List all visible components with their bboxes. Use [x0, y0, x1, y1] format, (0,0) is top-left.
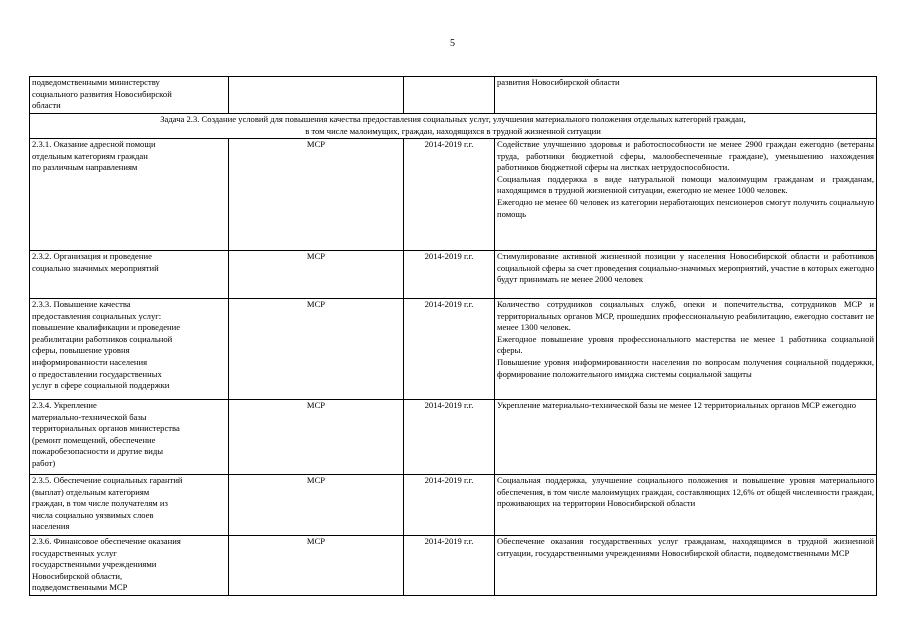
result-paragraph: Стимулирование активной жизненной позиции у населения Новосибирской области и работников социальной сферы за счет проведения социально-значимых мероприятий, участие в которых ежегодно будут принимать не менее 2000 человек — [497, 251, 874, 285]
executor-cell: МСР — [229, 251, 404, 299]
table-row — [30, 139, 877, 251]
period-cell: 2014-2019 г.г. — [404, 400, 495, 475]
page-number: 5 — [450, 38, 455, 49]
executor-cell: МСР — [229, 536, 404, 596]
period-cell: 2014-2019 г.г. — [404, 139, 495, 251]
result-cell — [495, 139, 877, 251]
table-row — [30, 299, 877, 400]
result-cell — [495, 536, 877, 596]
table-row — [30, 77, 877, 114]
result-paragraph: Повышение уровня информированности населения по вопросам получения социальной поддержки, формирование положительного имиджа системы социальной защиты — [497, 356, 874, 379]
result-paragraph: Количество сотрудников социальных служб, опеки и попечительства, сотрудников МСР и территориальных органов МСР, прошедших профессиональную реабилитацию, ежегодно составит не менее 1300 человек. — [497, 299, 874, 333]
table-row — [30, 536, 877, 596]
measures-table — [29, 76, 877, 596]
measure-name-cell: 2.3.6. Финансовое обеспечение оказания государственных услуг государственными учреждениями Новосибирской области, подведомственными МСР — [30, 536, 229, 596]
result-paragraph: Социальная поддержка в виде натуральной помощи малоимущим гражданам и гражданам, находящимся в трудной жизненной ситуации, ежегодно не менее 1000 человек. — [497, 173, 874, 196]
result-cell: развития Новосибирской области — [495, 77, 877, 114]
result-paragraph: Укрепление материально-технической базы не менее 12 территориальных органов МСР ежегодно — [497, 400, 857, 410]
table-row — [30, 400, 877, 475]
measure-name-cell: 2.3.5. Обеспечение социальных гарантий (выплат) отдельным категориям граждан, в том числе получателям из числа социально уязвимых слоев населения — [30, 475, 229, 536]
result-cell — [495, 400, 877, 475]
result-paragraph: Содействие улучшению здоровья и работоспособности не менее 2900 граждан ежегодно (ветераны труда, работники бюджетной сферы, малообеспеченные граждане), уменьшению нахождения работников бюджетной сферы на листках нетрудоспособности. — [497, 139, 874, 173]
result-paragraph: Ежегодное повышение уровня профессионального мастерства не менее 1 работника социальной сферы. — [497, 333, 874, 356]
executor-cell — [229, 77, 404, 114]
table-row — [30, 475, 877, 536]
measure-name-cell: 2.3.3. Повышение качества предоставления социальных услуг: повышение квалификации и проведение реабилитации работников социальной сферы, повышение уровня информированности населения о предоставлении государственных услуг в сфере социальной поддержки — [30, 299, 229, 400]
result-cell — [495, 251, 877, 299]
measure-name-cell: 2.3.2. Организация и проведение социально значимых мероприятий — [30, 251, 229, 299]
table-row — [30, 251, 877, 299]
result-cell — [495, 299, 877, 400]
measure-name-cell: 2.3.1. Оказание адресной помощи отдельным категориям граждан по различным направлениям — [30, 139, 229, 251]
task-header: Задача 2.3. Создание условий для повышения качества предоставления социальных услуг, улучшения материального положения отдельных категорий граждан, в том числе малоимущих, граждан, находящихся в трудной жизненной ситуации — [30, 114, 877, 139]
task-header-row — [30, 114, 877, 139]
period-cell: 2014-2019 г.г. — [404, 475, 495, 536]
executor-cell: МСР — [229, 475, 404, 536]
result-paragraph: Социальная поддержка, улучшение социального положения и повышение уровня материального обеспечения, в том числе малоимущих граждан, составляющих 12,6% от общей численности граждан, проживающих на территории Новосибирской области — [497, 475, 874, 509]
period-cell: 2014-2019 г.г. — [404, 251, 495, 299]
period-cell: 2014-2019 г.г. — [404, 299, 495, 400]
result-cell — [495, 475, 877, 536]
executor-cell: МСР — [229, 299, 404, 400]
executor-cell: МСР — [229, 139, 404, 251]
measure-name-cell: подведомственными министерству социального развития Новосибирской области — [30, 77, 229, 114]
result-paragraph: Ежегодно не менее 60 человек из категории неработающих пенсионеров смогут получить социальную помощь — [497, 196, 874, 219]
period-cell: 2014-2019 г.г. — [404, 536, 495, 596]
executor-cell: МСР — [229, 400, 404, 475]
result-paragraph: Обеспечение оказания государственных услуг гражданам, находящимся в трудной жизненной ситуации, государственными учреждениями Новосибирской области, подведомственными МСР — [497, 536, 874, 558]
period-cell — [404, 77, 495, 114]
measure-name-cell: 2.3.4. Укрепление материально-технической базы территориальных органов министерства (ремонт помещений, обеспечение пожаробезопасности и другие виды работ) — [30, 400, 229, 475]
